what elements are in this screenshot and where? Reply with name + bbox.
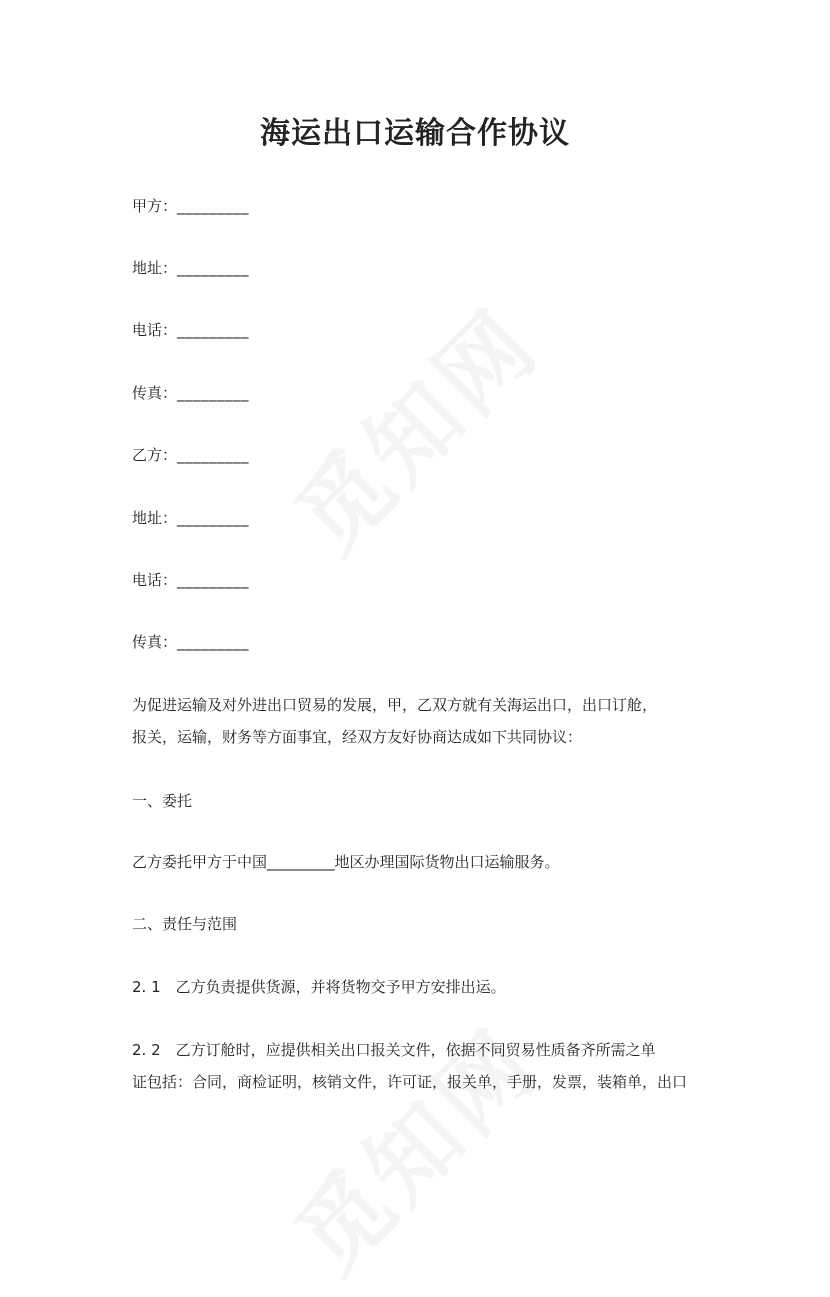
field-blank: _________ — [177, 509, 250, 527]
section-heading: 二、责任与范围 — [132, 915, 238, 933]
party-b-address-field — [132, 507, 249, 529]
clause-text: 证包括：合同，商检证明，核销文件，许可证，报关单，手册，发票，装箱单，出口 — [132, 1073, 688, 1091]
field-blank: _________ — [177, 197, 250, 215]
field-label: 地址： — [132, 259, 178, 277]
party-a-fax-field — [132, 382, 249, 404]
party-a-name-field — [132, 195, 249, 217]
field-label: 电话： — [132, 321, 178, 339]
field-blank: _________ — [177, 384, 250, 402]
party-a-phone-field — [132, 319, 249, 341]
clause-text: 2. 2 乙方订舱时，应提供相关出口报关文件，依据不同贸易性质备齐所需之单 — [132, 1041, 656, 1059]
document-title: 海运出口运输合作协议 — [260, 116, 570, 151]
section-heading: 一、委托 — [132, 792, 193, 810]
field-blank: _________ — [177, 259, 250, 277]
party-a-address-field — [132, 257, 249, 279]
field-blank: _________ — [177, 321, 250, 339]
field-blank: _________ — [177, 633, 250, 651]
field-label: 传真： — [132, 633, 178, 651]
intro-paragraph-line: 报关，运输，财务等方面事宜，经双方友好协商达成如下共同协议： — [132, 728, 583, 746]
watermark — [261, 275, 562, 576]
clause-text: 2. 1 乙方负责提供货源，并将货物交予甲方安排出运。 — [132, 978, 506, 996]
party-b-fax-field — [132, 631, 249, 653]
party-b-phone-field — [132, 569, 249, 591]
field-label: 甲方： — [132, 197, 178, 215]
field-blank: _________ — [177, 571, 250, 589]
field-label: 电话： — [132, 571, 178, 589]
field-label: 传真： — [132, 384, 178, 402]
party-b-name-field — [132, 444, 249, 466]
intro-paragraph-line: 为促进运输及对外进出口贸易的发展，甲，乙双方就有关海运出口，出口订舱， — [132, 696, 658, 714]
field-label: 乙方： — [132, 446, 178, 464]
section-text: 乙方委托甲方于中国_________地区办理国际货物出口运输服务。 — [132, 853, 560, 871]
field-blank: _________ — [177, 446, 250, 464]
field-label: 地址： — [132, 509, 178, 527]
